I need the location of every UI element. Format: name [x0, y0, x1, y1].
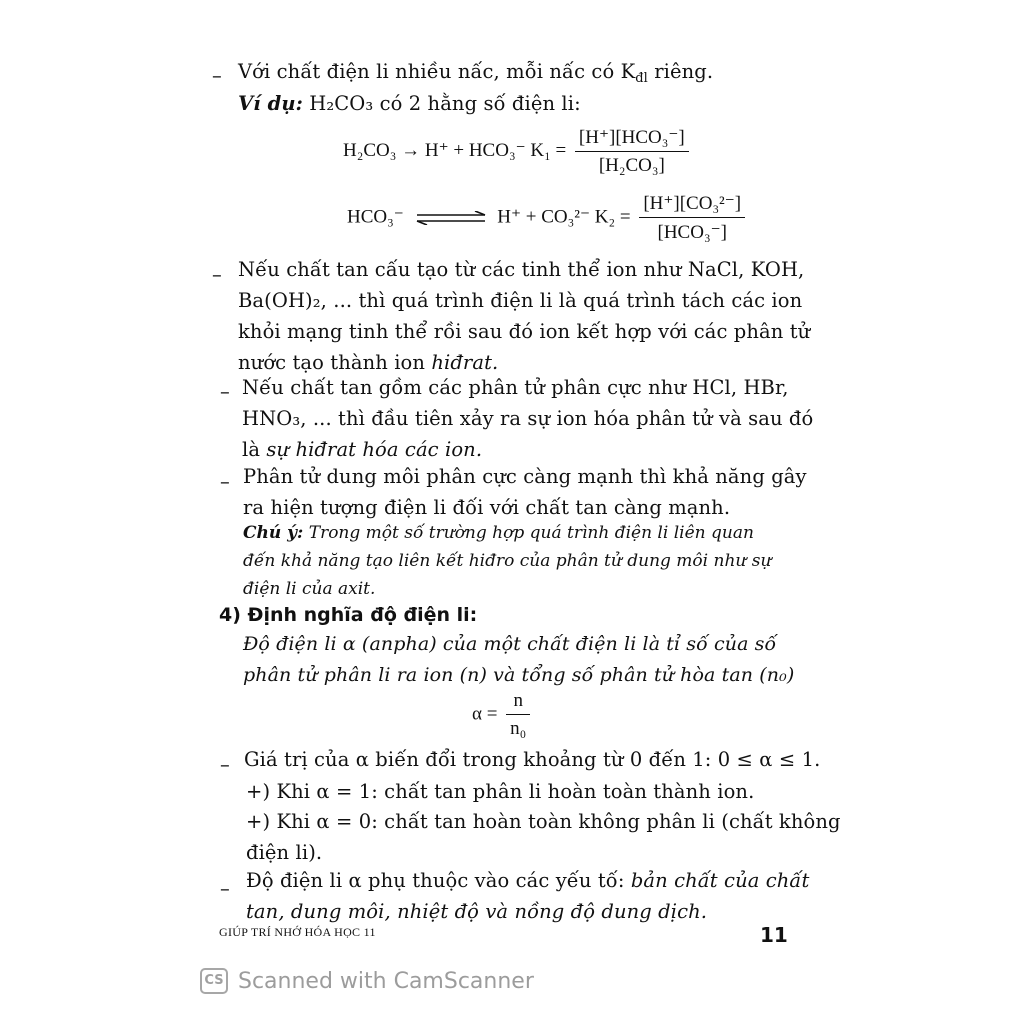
- equation-left: H₂CO₃ → H⁺ + HCO₃⁻ K₁ =: [343, 139, 567, 161]
- text-line: khỏi mạng tinh thể rồi sau đó ion kết hợp với các phân tử: [238, 320, 811, 343]
- text: riêng.: [647, 60, 714, 83]
- text-line: Phân tử dung môi phân cực càng mạnh thì khả năng gây: [243, 465, 807, 488]
- running-footer: GIÚP TRÍ NHỚ HÓA HỌC 11: [219, 925, 376, 939]
- subscript: đl: [635, 71, 648, 86]
- text-line: [243, 519, 771, 547]
- bullet-dash: –: [212, 64, 222, 87]
- bullet-dash: –: [220, 470, 230, 493]
- paragraph-polar-molecules: [242, 372, 813, 465]
- note-block: [243, 519, 771, 603]
- italic-term: bản chất của chất: [630, 869, 810, 892]
- bullet-dash: –: [220, 380, 230, 403]
- note-label: Chú ý:: [243, 523, 304, 543]
- alpha-formula: [472, 690, 530, 740]
- italic-term: sự hiđrat hóa các ion.: [266, 438, 483, 461]
- fraction-numerator: [H⁺][CO₃²⁻]: [639, 192, 745, 218]
- fraction: [639, 192, 745, 244]
- equation-left: HCO₃⁻: [347, 206, 404, 228]
- fraction-numerator: [H⁺][HCO₃⁻]: [575, 126, 689, 152]
- text-line: HNO₃, ... thì đầu tiên xảy ra sự ion hóa phân tử và sau đó: [242, 407, 814, 430]
- paragraph-alpha-one: +) Khi α = 1: chất tan phân li hoàn toàn thành ion.: [246, 780, 755, 803]
- text-line: Nếu chất tan gồm các phân tử phân cực như HCl, HBr,: [242, 376, 789, 399]
- text: Với chất điện li nhiều nấc, mỗi nấc có K: [238, 60, 636, 83]
- text: Trong một số trường hợp quá trình điện li liên quan: [303, 523, 754, 543]
- fraction-denominator: [HCO₃⁻]: [657, 222, 727, 243]
- equation-right: H⁺ + CO₃²⁻ K₂ =: [497, 206, 631, 228]
- section-title: 4) Định nghĩa độ điện li:: [219, 604, 478, 626]
- text-line: Độ điện li α (anpha) của một chất điện li là tỉ số của số: [243, 633, 777, 655]
- definition-block: [243, 629, 794, 691]
- fraction-denominator: [H₂CO₃]: [598, 155, 665, 176]
- text-line: ra hiện tượng điện li đối với chất tan càng mạnh.: [243, 496, 731, 519]
- equation-k1: [343, 126, 689, 177]
- bullet-dash: –: [212, 263, 222, 286]
- fraction-numerator: n: [506, 690, 530, 715]
- watermark-text: Scanned with CamScanner: [238, 968, 534, 994]
- text: là: [242, 438, 267, 461]
- fraction-denominator: n₀: [510, 718, 527, 739]
- text-line: phân tử phân li ra ion (n) và tổng số phân tử hòa tan (n₀): [243, 664, 795, 686]
- equilibrium-arrow-icon: [415, 211, 487, 225]
- example-line: [238, 88, 581, 119]
- bullet-dash: –: [220, 753, 230, 776]
- camscanner-watermark: [200, 968, 534, 994]
- text-line: tan, dung môi, nhiệt độ và nồng độ dung dịch.: [246, 900, 708, 923]
- text: nước tạo thành ion: [238, 351, 432, 374]
- example-label: Ví dụ:: [238, 92, 303, 115]
- paragraph-alpha-range: Giá trị của α biến đổi trong khoảng từ 0 đến 1: 0 ≤ α ≤ 1.: [244, 748, 821, 771]
- fraction: [506, 690, 530, 740]
- text-line: điện li).: [246, 841, 323, 864]
- text-line: Ba(OH)₂, ... thì quá trình điện li là quá trình tách các ion: [238, 289, 803, 312]
- paragraph-ionic-crystal: [238, 254, 810, 378]
- formula-left: α =: [472, 703, 498, 725]
- bullet-dash: –: [220, 877, 230, 900]
- page-number: 11: [760, 923, 788, 947]
- text: Độ điện li α phụ thuộc vào các yếu tố:: [246, 869, 631, 892]
- italic-term: hiđrat.: [431, 351, 499, 374]
- text-line: +) Khi α = 0: chất tan hoàn toàn không phân li (chất không: [246, 810, 841, 833]
- text-line: đến khả năng tạo liên kết hiđro của phân tử dung môi như sự: [243, 551, 772, 571]
- camscanner-logo-icon: CS: [200, 968, 228, 994]
- text-line: [246, 865, 809, 896]
- fraction: [575, 126, 689, 177]
- text-line: điện li của axit.: [243, 579, 376, 599]
- example-text: H₂CO₃ có 2 hằng số điện li:: [302, 92, 581, 115]
- equation-k2: [347, 192, 745, 244]
- text-line: Nếu chất tan cấu tạo từ các tinh thể ion như NaCl, KOH,: [238, 258, 805, 281]
- paragraph-solvent-polarity: [243, 461, 807, 523]
- paragraph-alpha-factors: [246, 865, 809, 927]
- paragraph-alpha-zero: [246, 806, 841, 868]
